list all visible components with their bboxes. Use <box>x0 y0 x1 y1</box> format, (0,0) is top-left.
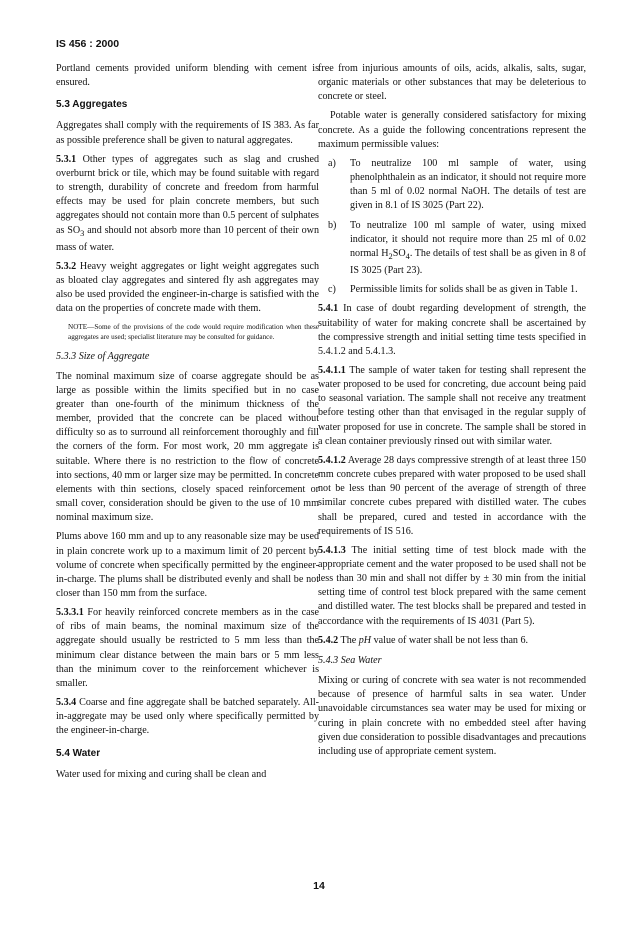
text-run: SO <box>392 247 406 259</box>
clause-5-3-2 <box>56 260 319 317</box>
clause-number: 5.4.1.2 <box>318 454 346 466</box>
paragraph: Aggregates shall comply with the requirements of IS 383. As far as possible preference shall be given to natural aggregates. <box>56 120 319 146</box>
subscript: 3 <box>80 228 85 238</box>
paragraph: Plums above 160 mm and up to any reasonable size may be used in plain concrete work up to a maximum limit of 20 percent by volume of concrete when specifically permitted by the engineer-in-charge. The plums shall be distributed evenly and shall be not closer than 150 mm from the surface. <box>56 531 319 600</box>
clause-number: 5.4.1.3 <box>318 544 346 556</box>
clause-number: 5.4.2 <box>318 634 339 646</box>
clause-5-4-1-1 <box>318 364 586 449</box>
list-label: b) <box>328 219 337 231</box>
clause-5-3-1 <box>56 153 319 255</box>
clause-5-4-1-3 <box>318 544 586 629</box>
paragraph: free from injurious amounts of oils, acids, alkalis, salts, sugar, organic materials or other substances that may be deleterious to concrete or steel. <box>318 63 586 103</box>
clause-text: For heavily reinforced concrete members as in the case of ribs of main beams, the nominal maximum size of the aggregate should usually be restricted to 5 mm less than the minimum clear distance between the main bars or 5 mm less than the minimum cover to the reinforcement whichever is smaller. <box>56 607 319 689</box>
clause-5-3-4 <box>56 696 319 738</box>
paragraph: Potable water is generally considered satisfactory for mixing concrete. As a guide the following concentrations represent the maximum permissible values: <box>318 110 586 150</box>
clause-text: value of water shall be not less than 6. <box>371 634 529 646</box>
left-column <box>56 62 319 787</box>
text-run: To neutralize 100 ml sample of water, using mixed indicator, it should not require more than 25 ml of 0.02 normal H <box>350 219 586 259</box>
clause-text: Average 28 days compressive strength of at least three 150 mm concrete cubes prepared with water proposed to be used shall not be less than 90 percent of the average of strength of three similar concrete cubes prepared with distilled water. The cubes shall be prepared, cured and tested in accordance with the requirements of IS 516. <box>318 454 586 537</box>
clause-text: and should not absorb more than 10 percent of their own mass of water. <box>56 224 319 253</box>
clause-text: Other types of aggregates such as slag and crushed overburnt brick or tile, which may be found suitable with regard to strength, durability of concrete and freedom from harmful effects may be used for plain concrete members, but such aggregates should not contain more than 0.5 percent of sulphates as SO <box>56 153 319 236</box>
clause-text: Coarse and fine aggregate shall be batched separately. All-in-aggregate may be used only where specifically permitted by the engineer-in-charge. <box>56 697 319 737</box>
clause-number: 5.3.2 <box>56 260 77 272</box>
section-heading-5-3: 5.3 Aggregates <box>56 99 128 111</box>
right-column <box>318 62 586 764</box>
list-label: a) <box>328 157 336 169</box>
list-item-b <box>318 219 586 279</box>
list-item-c <box>318 283 586 297</box>
list-text <box>350 219 586 279</box>
section-heading-5-4: 5.4 Water <box>56 747 101 759</box>
clause-5-3-3-1 <box>56 606 319 691</box>
section-heading-5-3-3: 5.3.3 Size of Aggregate <box>56 350 150 362</box>
paragraph: Portland cements provided uniform blending with cement is ensured. <box>56 63 319 89</box>
section-heading-5-4-3: 5.4.3 Sea Water <box>318 654 382 666</box>
clause-text-italic: pH <box>358 634 372 646</box>
clause-text: The initial setting time of test block made with the appropriate cement and the water proposed to be used shall not be less than 30 min and shall not differ by ± 30 min from the initial setting time of control test block prepared with the same cement and distilled water. The test blocks shall be prepared and tested in accordance with the requirements of IS 4031 (Part 5). <box>318 544 586 627</box>
subscript: 2 <box>388 251 393 261</box>
text-run: . The details of test shall be as given in 8 of IS 3025 (Part 23). <box>350 247 587 277</box>
paragraph: Mixing or curing of concrete with sea water is not recommended because of presence of harmful salts in sea water. Under unavoidable circumstances sea water may be used for mixing or curing in plain concrete with no embedded steel after having given due consideration to possible disadvantages and precautions including use of appropriate cement system. <box>318 675 586 757</box>
paragraph: The nominal maximum size of coarse aggregate should be as large as possible within the limits specified but in no case greater than one-fourth of the minimum thickness of the member, provided that the concrete can be placed without difficulty so as to surround all reinforcement thoroughly and fill the corners of the form. For most work, 20 mm aggregate is suitable. Where there is no restriction to the flow of concrete into sections, 40 mm or larger size may be permitted. In concrete elements with thin sections, closely spaced reinforcement or small cover, consideration should be given to the use of 10 mm nominal maximum size. <box>56 370 319 524</box>
clause-text: The <box>338 634 359 646</box>
clause-5-4-1-2 <box>318 454 586 539</box>
clause-number: 5.3.3.1 <box>56 607 84 619</box>
clause-text: Heavy weight aggregates or light weight aggregates such as bloated clay aggregates and sintered fly ash aggregates may also be used provided the engineer-in-charge is satisfied with the data on the properties of concrete made with them. <box>56 260 319 315</box>
document-header: IS 456 : 2000 <box>56 38 120 50</box>
note: NOTE—Some of the provisions of the code would require modification when these aggregates are used; specialist literature may be consulted for guidance. <box>68 322 319 341</box>
clause-number: 5.4.1.1 <box>318 364 346 376</box>
clause-number: 5.3.1 <box>56 153 77 165</box>
clause-number: 5.4.1 <box>318 303 339 315</box>
paragraph: Water used for mixing and curing shall be clean and <box>56 768 267 780</box>
clause-5-4-2 <box>318 634 586 648</box>
list-item-a <box>318 157 586 214</box>
clause-5-4-1 <box>318 302 586 359</box>
clause-text: The sample of water taken for testing shall represent the water proposed to be used for concreting, due account being paid to seasonal variation. The sample shall not receive any treatment before testing other than that envisaged in the regular supply of water proposed for use in concrete. The sample shall be stored in a clean container previously rinsed out with similar water. <box>318 364 586 447</box>
clause-text: In case of doubt regarding development of strength, the suitability of water for making concrete shall be ascertained by the compressive strength and initial setting time tests specified in 5.4.1.2 and 5.4.1.3. <box>318 303 586 357</box>
list-text: To neutralize 100 ml sample of water, using phenolphthalein as an indicator, it should not require more than 5 ml of 0.02 normal NaOH. The details of test are given in 8.1 of IS 3025 (Part 22). <box>350 157 586 212</box>
page-number: 14 <box>313 880 325 892</box>
list-text: Permissible limits for solids shall be as given in Table 1. <box>350 284 578 296</box>
clause-number: 5.3.4 <box>56 697 77 709</box>
list-label: c) <box>328 284 336 296</box>
subscript: 4 <box>405 251 410 261</box>
